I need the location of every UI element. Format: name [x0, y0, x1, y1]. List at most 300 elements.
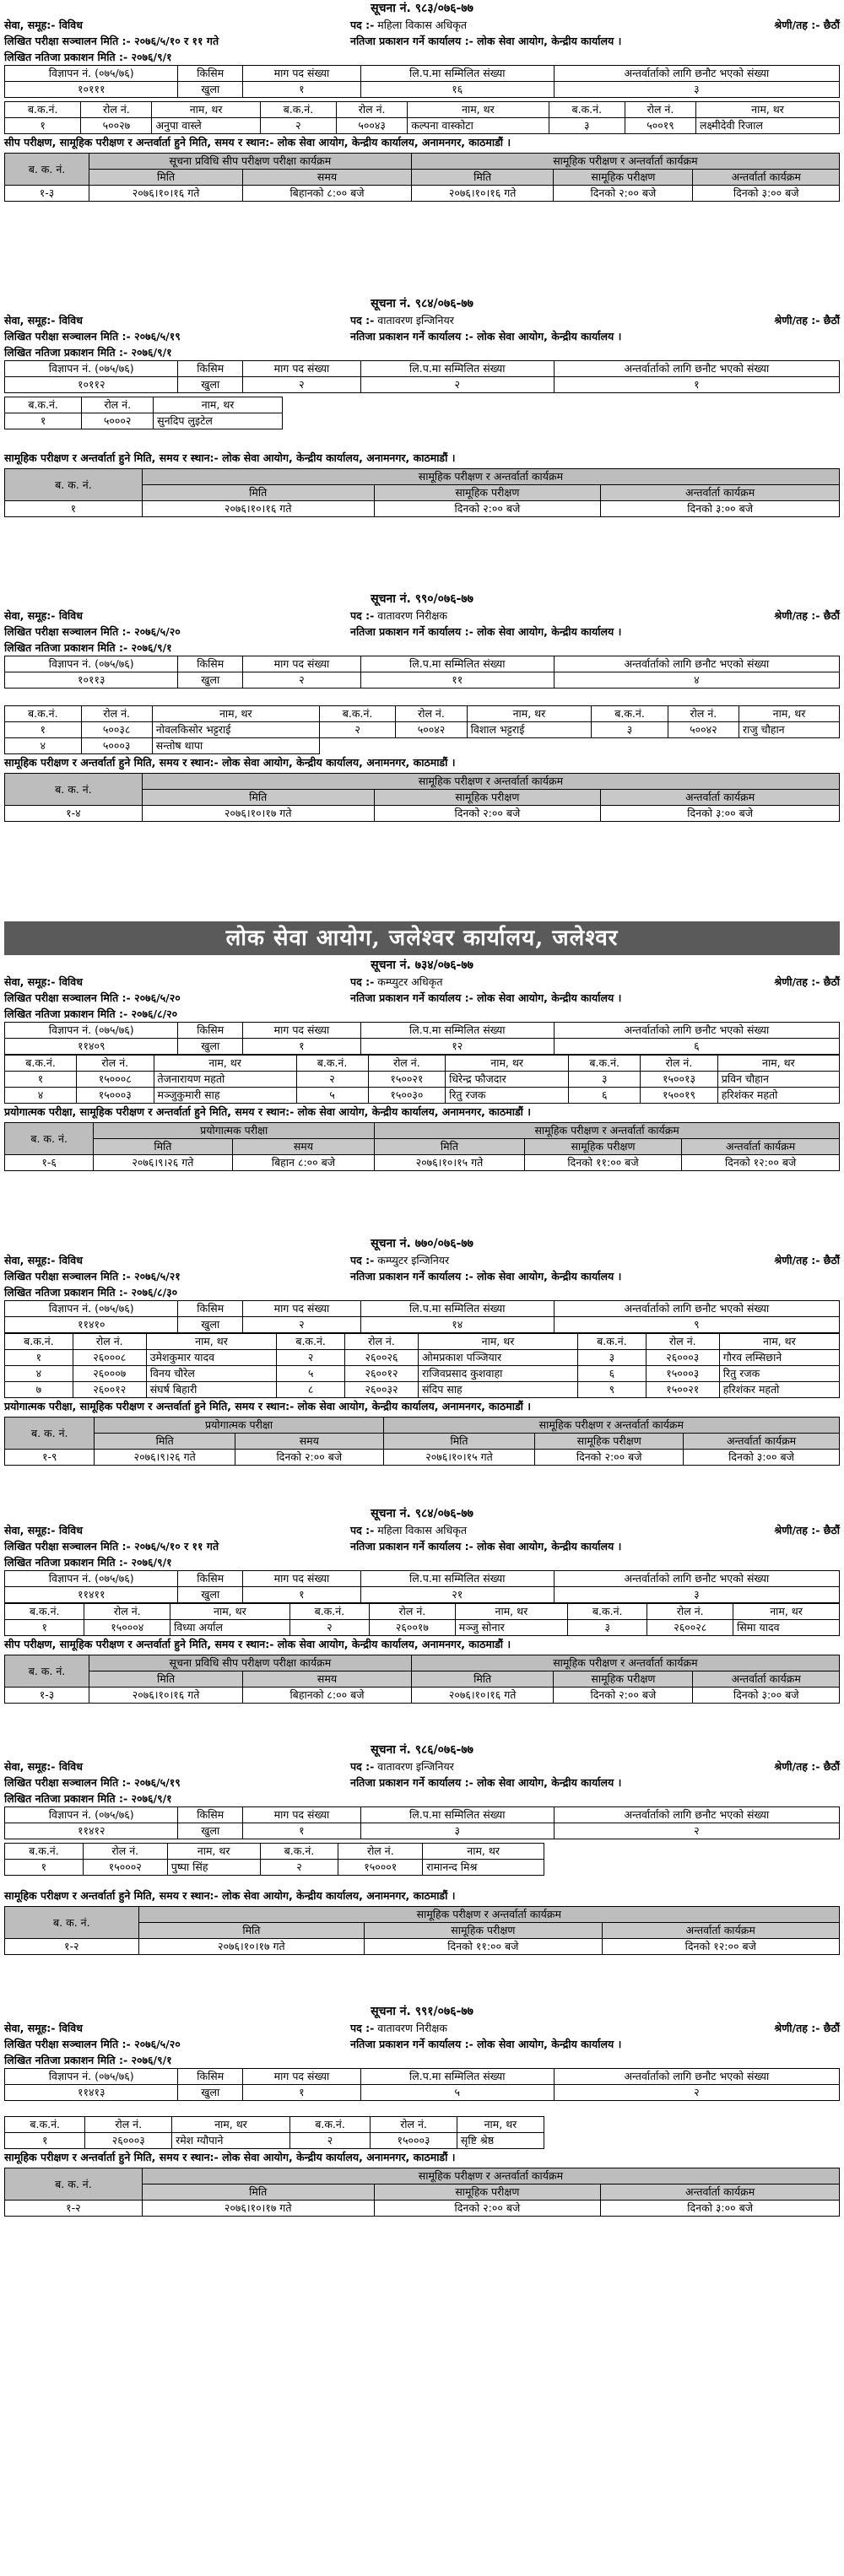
column-header: अन्तर्वार्ता कार्यक्रम [601, 790, 840, 806]
column-header: ब.क.नं. [5, 1056, 77, 1072]
table-cell: २ [296, 1072, 368, 1088]
vacancy-table [4, 1806, 840, 1839]
table-cell: २०७६।१०।१५ गते [375, 1155, 524, 1171]
column-header: नाम, थर [408, 102, 549, 118]
label: लिखित नतिजा प्रकाशन मिति :- [4, 1007, 128, 1020]
post-name: वातावरण निरीक्षक [377, 609, 447, 622]
table-cell: ३ [554, 1587, 839, 1603]
publish-date: २०७६/९/१ [131, 2054, 172, 2066]
candidate-table [4, 705, 840, 754]
column-header: रोल नं. [84, 1604, 170, 1620]
label: लिखित नतिजा प्रकाशन मिति :- [4, 51, 128, 63]
notice-title: सूचना नं. ९९१/०७६-७७ [371, 2005, 473, 2018]
table-cell: ३ [592, 722, 668, 738]
column-header: किसिम [178, 1571, 243, 1587]
column-header: रोल नं. [646, 1334, 719, 1350]
table-cell: ३ [568, 1620, 647, 1636]
label [350, 1522, 705, 1538]
column-header: नाम, थर [457, 2117, 544, 2133]
column-header: माग पद संख्या [243, 656, 361, 672]
table-cell: १ [243, 1039, 361, 1055]
label [4, 344, 350, 360]
label [350, 2020, 705, 2036]
column-header: अन्तर्वार्ता कार्यक्रम [684, 1434, 840, 1450]
table-cell: २०७६।१०।१६ गते [411, 186, 554, 202]
table-cell: दिनको ३:०० बजे [601, 806, 840, 822]
notice-title: सूचना नं. ९९०/०७६-७७ [371, 592, 473, 606]
candidate-table [4, 1843, 544, 1876]
column-header: लि.प.मा सम्मिलित संख्या [360, 66, 554, 82]
exam-date: २०७६/५/१० र ११ गते [134, 1540, 219, 1553]
label [350, 608, 705, 624]
table-cell: खुला [178, 1039, 243, 1055]
column-header: ब.क.नं. [289, 2117, 370, 2133]
table-cell: बिहानको ८:०० बजे [243, 1688, 412, 1704]
label [4, 2052, 350, 2068]
label [4, 1554, 350, 1570]
table-cell: २ [260, 1860, 338, 1876]
column-header: किसिम [178, 656, 243, 672]
label: लिखित परीक्षा सञ्चालन मिति :- [4, 1270, 131, 1283]
table-cell: दिनको २:०० बजे [535, 1450, 684, 1466]
publish-date: २०७६/९/१ [131, 1792, 172, 1805]
candidate-table [4, 1333, 840, 1398]
column-header: लि.प.मा सम्मिलित संख्या [360, 1023, 554, 1039]
table-cell: १ [5, 118, 81, 134]
label: श्रेणी/तह :- छैठौं [774, 314, 840, 327]
exam-date: २०७६/५/१० र ११ गते [134, 35, 219, 47]
table-cell: ३ [360, 1823, 554, 1839]
column-header: नाम, थर [455, 1604, 567, 1620]
table-cell: १५००२१ [368, 1072, 446, 1088]
column-header: नाम, थर [733, 1604, 840, 1620]
column-header: सामूहिक परीक्षण र अन्तर्वार्ता कार्यक्रम [138, 1907, 839, 1923]
column-header: रोल नं. [625, 102, 695, 118]
column-header: विज्ञापन नं. (०७५/७६) [5, 1301, 178, 1317]
table-cell: २ [277, 1350, 345, 1366]
label: श्रेणी/तह :- छैठौं [774, 1524, 840, 1536]
candidate-table [4, 1055, 840, 1104]
vacancy-table [4, 656, 840, 689]
label [4, 2036, 350, 2052]
schedule-table [4, 1906, 840, 1955]
label: नतिजा प्रकाशन गर्ने कार्यालय :- लोक सेवा आयोग, केन्द्रीय कार्यालय । [350, 1540, 622, 1553]
column-header: सामूहिक परीक्षण र अन्तर्वार्ता कार्यक्रम [142, 469, 839, 485]
publish-date: २०७६/९/१ [131, 51, 172, 63]
table-cell: मञ्जुकुमारी साह [154, 1088, 296, 1104]
column-header: ब.क.नं. [5, 1844, 84, 1860]
column-header: किसिम [178, 2069, 243, 2085]
table-cell: १५०००८ [77, 1072, 154, 1088]
label [350, 17, 705, 33]
table-cell: ५ [296, 1088, 368, 1104]
column-header: नाम, थर [170, 1604, 290, 1620]
table-cell: २ [360, 377, 554, 393]
column-header: अन्तर्वार्ता कार्यक्रम [601, 485, 840, 501]
service-group: सेवा, समूह:- विविध [4, 19, 83, 31]
table-cell: दिनको २:०० बजे [554, 186, 693, 202]
table-cell: मञ्जु सोनार [455, 1620, 567, 1636]
table-cell: २०७६।१०।१७ गते [142, 806, 374, 822]
label: सेवा, समूह:- विविध [4, 609, 83, 622]
column-header: माग पद संख्या [243, 66, 361, 82]
schedule-table [4, 468, 840, 517]
table-cell: २ [260, 118, 336, 134]
table-cell: ६ [569, 1088, 641, 1104]
table-cell: तेजनारायण महतो [154, 1072, 296, 1088]
label: लिखित नतिजा प्रकाशन मिति :- [4, 1556, 128, 1569]
table-cell: २०७६।१०।१५ गते [383, 1450, 535, 1466]
column-header: मिति [89, 170, 242, 186]
label: पद :- [350, 19, 375, 31]
table-cell: गौरव लम्सिछाने [719, 1350, 839, 1366]
column-header: माग पद संख्या [243, 2069, 361, 2085]
label [4, 1006, 350, 1022]
table-cell: १५०००३ [77, 1088, 154, 1104]
schedule-note: प्रयोगात्मक परीक्षा, सामूहिक परीक्षण र अन्तर्वार्ता हुने मिति, समय र स्थान:- लोक सेवा आयोग, केन्द्रीय कार्यालय, अनामनगर, काठमाडौं । [4, 1105, 532, 1118]
table-cell: २ [243, 377, 361, 393]
table-cell: दिनको ३:०० बजे [693, 1688, 840, 1704]
label [350, 312, 705, 328]
column-header: नाम, थर [696, 102, 840, 118]
label [4, 640, 350, 656]
table-cell: ११४११ [5, 1587, 178, 1603]
notice-title: सूचना नं. ७७०/०७६-७७ [371, 1237, 473, 1250]
table-cell: बिहान ८:०० बजे [232, 1155, 375, 1171]
column-header: नाम, थर [146, 1334, 277, 1350]
table-cell: २६००१२ [345, 1366, 419, 1382]
table-cell: नोवलकिसोर भट्टराई [152, 722, 319, 738]
vacancy-table [4, 1022, 840, 1055]
column-header: अन्तर्वार्ताको लागि छनौट भएको संख्या [554, 1571, 839, 1587]
column-header: नाम, थर [446, 1056, 569, 1072]
table-cell: २ [243, 1317, 361, 1333]
table-cell: २ [243, 672, 361, 689]
label: पद :- [350, 2022, 375, 2034]
column-header: मिति [95, 1434, 235, 1450]
table-cell: ५०००२ [82, 413, 154, 429]
table-cell: १०११२ [5, 377, 178, 393]
candidate-table [4, 101, 840, 134]
column-header: नाम, थर [418, 1334, 577, 1350]
column-header: ब. क. नं. [5, 1123, 94, 1155]
table-cell: ९ [578, 1382, 647, 1398]
column-header: सामूहिक परीक्षण र अन्तर्वार्ता कार्यक्रम [375, 1123, 840, 1139]
notice-title: सूचना नं. ९८४/०७६-७७ [371, 1507, 473, 1520]
column-header: माग पद संख्या [243, 1023, 361, 1039]
table-cell: १-३ [5, 1688, 89, 1704]
label: पद :- [350, 1254, 375, 1266]
table-cell: २०७६।१०।१६ गते [411, 1688, 554, 1704]
column-header: नाम, थर [423, 1844, 544, 1860]
column-header: नाम, थर [154, 397, 283, 413]
schedule-note: सीप परीक्षण, सामूहिक परीक्षण र अन्तर्वार्ता हुने मिति, समय र स्थान:- लोक सेवा आयोग, केन्द्रीय कार्यालय, अनामनगर, काठमाडौं । [4, 136, 511, 149]
table-cell: १५०००२ [83, 1860, 167, 1876]
label: पद :- [350, 1524, 375, 1536]
column-header: अन्तर्वार्ताको लागि छनौट भएको संख्या [554, 656, 839, 672]
table-cell: २०७६।१०।१६ गते [89, 186, 242, 202]
label: लिखित नतिजा प्रकाशन मिति :- [4, 641, 128, 654]
column-header: सामूहिक परीक्षण [374, 2184, 601, 2201]
table-cell: २६०००८ [73, 1350, 146, 1366]
table-cell: सिमा यादव [733, 1620, 840, 1636]
notice-734 [4, 957, 840, 1235]
candidate-table [4, 1603, 840, 1636]
table-cell: १ [5, 413, 82, 429]
table-cell: २०७६।१०।१७ गते [138, 1939, 365, 1955]
post-name: कम्प्युटर अधिकृत [377, 975, 443, 988]
table-cell: रामानन्द मिश्र [423, 1860, 544, 1876]
column-header: रोल नं. [370, 1604, 456, 1620]
label [350, 1252, 705, 1268]
column-header: ब.क.नं. [296, 1056, 368, 1072]
table-cell: ११४१० [5, 1317, 178, 1333]
label: नतिजा प्रकाशन गर्ने कार्यालय :- लोक सेवा आयोग, केन्द्रीय कार्यालय । [350, 330, 622, 343]
column-header: अन्तर्वार्ताको लागि छनौट भएको संख्या [554, 2069, 839, 2085]
table-cell: ५००४३ [337, 118, 408, 134]
column-header: ब.क.नं. [5, 1604, 84, 1620]
table-cell: रितु रजक [446, 1088, 569, 1104]
table-cell: ५००२७ [81, 118, 152, 134]
column-header: विज्ञापन नं. (०७५/७६) [5, 66, 178, 82]
label: लिखित नतिजा प्रकाशन मिति :- [4, 1792, 128, 1805]
column-header: सामूहिक परीक्षण र अन्तर्वार्ता कार्यक्रम [142, 2168, 839, 2184]
schedule-note: प्रयोगात्मक परीक्षा, सामूहिक परीक्षण र अन्तर्वार्ता हुने मिति, समय र स्थान:- लोक सेवा आयोग, केन्द्रीय कार्यालय, अनामनगर, काठमाडौं । [4, 1400, 532, 1412]
column-header: विज्ञापन नं. (०७५/७६) [5, 361, 178, 377]
table-cell: ११४०९ [5, 1039, 178, 1055]
column-header: किसिम [178, 1807, 243, 1823]
table-cell: खुला [178, 1823, 243, 1839]
schedule-note: सीप परीक्षण, सामूहिक परीक्षण र अन्तर्वार्ता हुने मिति, समय र स्थान:- लोक सेवा आयोग, केन्द्रीय कार्यालय, अनामनगर, काठमाडौं । [4, 1638, 511, 1650]
notice-770 [4, 1235, 840, 1505]
table-cell: २६०००३ [85, 2133, 172, 2149]
column-header: नाम, थर [467, 706, 592, 722]
table-cell: दिनको ३:०० बजे [684, 1450, 840, 1466]
schedule-note: सामूहिक परीक्षण र अन्तर्वार्ता हुने मिति, समय र स्थान:- लोक सेवा आयोग, केन्द्रीय कार्यालय, अनामनगर, काठमाडौं । [4, 2151, 456, 2163]
table-cell: १ [243, 2085, 361, 2101]
label: श्रेणी/तह :- छैठौं [774, 609, 840, 622]
column-header: रोल नं. [83, 1844, 167, 1860]
column-header: माग पद संख्या [243, 1807, 361, 1823]
schedule-table [4, 1417, 840, 1466]
column-header: अन्तर्वार्ताको लागि छनौट भएको संख्या [554, 66, 839, 82]
column-header: रोल नं. [345, 1334, 419, 1350]
post-name: महिला विकास अधिकृत [377, 19, 467, 31]
label: लिखित परीक्षा सञ्चालन मिति :- [4, 2038, 131, 2050]
table-cell: विशाल भट्टराई [467, 722, 592, 738]
table-cell: १५०००३ [371, 2133, 457, 2149]
table-cell: ४ [5, 1366, 73, 1382]
column-header: समय [243, 170, 412, 186]
column-header: सामूहिक परीक्षण [374, 790, 601, 806]
table-cell: २६००२८ [647, 1620, 733, 1636]
schedule-note: सामूहिक परीक्षण र अन्तर्वार्ता हुने मिति, समय र स्थान:- लोक सेवा आयोग, केन्द्रीय कार्यालय, अनामनगर, काठमाडौं । [4, 756, 456, 769]
notice-title: सूचना नं. ७३४/०७६-७७ [371, 959, 473, 972]
table-cell: १०११३ [5, 672, 178, 689]
column-header: रोल नं. [77, 1056, 154, 1072]
column-header: सामूहिक परीक्षण र अन्तर्वार्ता कार्यक्रम [411, 154, 839, 170]
column-header: ब. क. नं. [5, 1907, 139, 1939]
table-cell: १-३ [5, 186, 89, 202]
column-header: लि.प.मा सम्मिलित संख्या [360, 1301, 554, 1317]
post-name: वातावरण इन्जिनियर [377, 314, 454, 327]
label: लिखित नतिजा प्रकाशन मिति :- [4, 2054, 128, 2066]
table-cell: पुष्पा सिंह [167, 1860, 260, 1876]
vacancy-table [4, 1300, 840, 1333]
column-header: प्रयोगात्मक परीक्षा [95, 1418, 383, 1434]
exam-date: २०७६/५/२१ [134, 1270, 181, 1283]
table-cell: सृष्टि श्रेष्ठ [457, 2133, 544, 2149]
label: पद :- [350, 609, 375, 622]
notice-983 [4, 0, 840, 295]
table-cell: २०७६।१०।१६ गते [89, 1688, 242, 1704]
column-header: मिति [89, 1671, 242, 1688]
label [4, 1284, 350, 1300]
table-cell: १५०००१ [338, 1860, 423, 1876]
column-header: अन्तर्वार्ताको लागि छनौट भएको संख्या [554, 1023, 839, 1039]
column-header: सामूहिक परीक्षण [365, 1923, 602, 1939]
table-cell: रमेश ग्यौपाने [172, 2133, 290, 2149]
label: लिखित नतिजा प्रकाशन मिति :- [4, 346, 128, 359]
label: श्रेणी/तह :- छैठौं [774, 1760, 840, 1773]
notice-title: सूचना नं. ९८६/०७६-७७ [371, 1743, 473, 1757]
label [4, 624, 350, 640]
table-cell: राजु चौहान [739, 722, 840, 738]
table-cell: रितु रजक [719, 1366, 839, 1382]
table-cell: १५००१३ [641, 1072, 718, 1088]
table-cell: २ [554, 2085, 839, 2101]
schedule-note: सामूहिक परीक्षण र अन्तर्वार्ता हुने मिति, समय र स्थान:- लोक सेवा आयोग, केन्द्रीय कार्यालय, अनामनगर, काठमाडौं । [4, 451, 456, 464]
column-header: ब. क. नं. [5, 469, 143, 501]
column-header: ब. क. नं. [5, 774, 143, 806]
column-header: अन्तर्वार्ताको लागि छनौट भएको संख्या [554, 361, 839, 377]
table-cell: १०१११ [5, 82, 178, 98]
column-header: सामूहिक परीक्षण [554, 170, 693, 186]
column-header: अन्तर्वार्ता कार्यक्रम [693, 170, 840, 186]
level: श्रेणी/तह :- छैठौं [774, 19, 840, 31]
column-header: ब.क.नं. [260, 1844, 338, 1860]
table-cell: ६ [578, 1366, 647, 1382]
label: पद :- [350, 975, 375, 988]
table-cell: १५००२१ [646, 1382, 719, 1398]
column-header: ब.क.नं. [5, 706, 82, 722]
column-header: नाम, थर [717, 1056, 839, 1072]
table-cell: ११४१३ [5, 2085, 178, 2101]
column-header: किसिम [178, 1023, 243, 1039]
label: सेवा, समूह:- विविध [4, 1524, 83, 1536]
table-cell: १ [5, 1620, 84, 1636]
table-cell: २६०००३ [646, 1350, 719, 1366]
column-header: ब.क.नं. [319, 706, 396, 722]
column-header: ब.क.नं. [568, 1604, 647, 1620]
vacancy-table [4, 360, 840, 393]
notice-991 [4, 2003, 840, 2265]
column-header: सामूहिक परीक्षण र अन्तर्वार्ता कार्यक्रम [383, 1418, 839, 1434]
column-header: माग पद संख्या [243, 1571, 361, 1587]
table-cell: २ [289, 1620, 369, 1636]
table-cell: १६ [360, 82, 554, 98]
label [4, 328, 350, 344]
column-header: मिति [411, 1671, 554, 1688]
table-cell: १ [5, 1860, 84, 1876]
table-cell: ११४१२ [5, 1823, 178, 1839]
table-cell: दिनको ३:०० बजे [601, 501, 840, 517]
column-header: रोल नं. [81, 102, 152, 118]
column-header: मिति [142, 790, 374, 806]
vacancy-table [4, 65, 840, 98]
label: सेवा, समूह:- विविध [4, 975, 83, 988]
table-cell: दिनको ३:०० बजे [601, 2201, 840, 2217]
label: पद :- [350, 1760, 375, 1773]
vacancy-table [4, 2068, 840, 2101]
label [350, 1758, 705, 1774]
table-cell: २ [289, 2133, 370, 2149]
publish-date: २०७६/८/३० [131, 1286, 178, 1299]
column-header: माग पद संख्या [243, 361, 361, 377]
table-cell: १ [5, 722, 82, 738]
vacancy-table [4, 1570, 840, 1603]
column-header: रोल नं. [647, 1604, 733, 1620]
candidate-table [4, 2116, 544, 2149]
table-cell: १ [243, 1587, 361, 1603]
label [4, 49, 350, 65]
column-header: सामूहिक परीक्षण र अन्तर्वार्ता कार्यक्रम [142, 774, 839, 790]
table-cell: २६०००७ [73, 1366, 146, 1382]
table-cell: १४ [360, 1317, 554, 1333]
column-header: रोल नं. [81, 706, 152, 722]
table-cell: १-४ [5, 806, 143, 822]
column-header: रोल नं. [396, 706, 467, 722]
schedule-table [4, 1122, 840, 1171]
label: नतिजा प्रकाशन गर्ने कार्यालय :- लोक सेवा आयोग, केन्द्रीय कार्यालय । [350, 1776, 622, 1789]
column-header: रोल नं. [338, 1844, 423, 1860]
table-cell: दिनको ११:०० बजे [524, 1155, 682, 1171]
post-name: महिला विकास अधिकृत [377, 1524, 467, 1536]
table-cell: सन्तोष थापा [152, 738, 319, 754]
label [4, 990, 350, 1006]
table-cell: ५००४२ [668, 722, 738, 738]
table-cell: खुला [178, 82, 243, 98]
table-cell: दिनको २:०० बजे [374, 806, 601, 822]
table-cell: २ [554, 1823, 839, 1839]
table-cell: खुला [178, 672, 243, 689]
table-cell: दिनको १२:०० बजे [602, 1939, 839, 1955]
notice-984 [4, 295, 840, 591]
table-cell: २०७६।९।२६ गते [94, 1155, 232, 1171]
column-header: सामूहिक परीक्षण [374, 485, 601, 501]
column-header: रोल नं. [85, 2117, 172, 2133]
table-cell: १ [243, 1823, 361, 1839]
result-office: नतिजा प्रकाशन गर्ने कार्यालय :- लोक सेवा आयोग, केन्द्रीय कार्यालय । [350, 35, 622, 47]
column-header: लि.प.मा सम्मिलित संख्या [360, 656, 554, 672]
table-cell: २०७६।१०।१७ गते [142, 2201, 374, 2217]
column-header: रोल नं. [82, 397, 154, 413]
column-header: ब. क. नं. [5, 1418, 95, 1450]
table-cell: संदिप साह [418, 1382, 577, 1398]
label: नतिजा प्रकाशन गर्ने कार्यालय :- लोक सेवा आयोग, केन्द्रीय कार्यालय । [350, 991, 622, 1004]
table-cell: २६००३२ [345, 1382, 419, 1398]
label: लिखित परीक्षा सञ्चालन मिति :- [4, 991, 131, 1004]
table-cell: २६००२६ [345, 1350, 419, 1366]
column-header: मिति [142, 485, 374, 501]
label: नतिजा प्रकाशन गर्ने कार्यालय :- लोक सेवा आयोग, केन्द्रीय कार्यालय । [350, 2038, 622, 2050]
notice-title: सूचना नं. ९८३/०७६-७७ [371, 2, 473, 15]
label: लिखित परीक्षा सञ्चालन मिति :- [4, 1776, 131, 1789]
table-cell: १५००३० [368, 1088, 446, 1104]
table-cell: खुला [178, 2085, 243, 2101]
column-header: नाम, थर [167, 1844, 260, 1860]
column-header: विज्ञापन नं. (०७५/७६) [5, 656, 178, 672]
